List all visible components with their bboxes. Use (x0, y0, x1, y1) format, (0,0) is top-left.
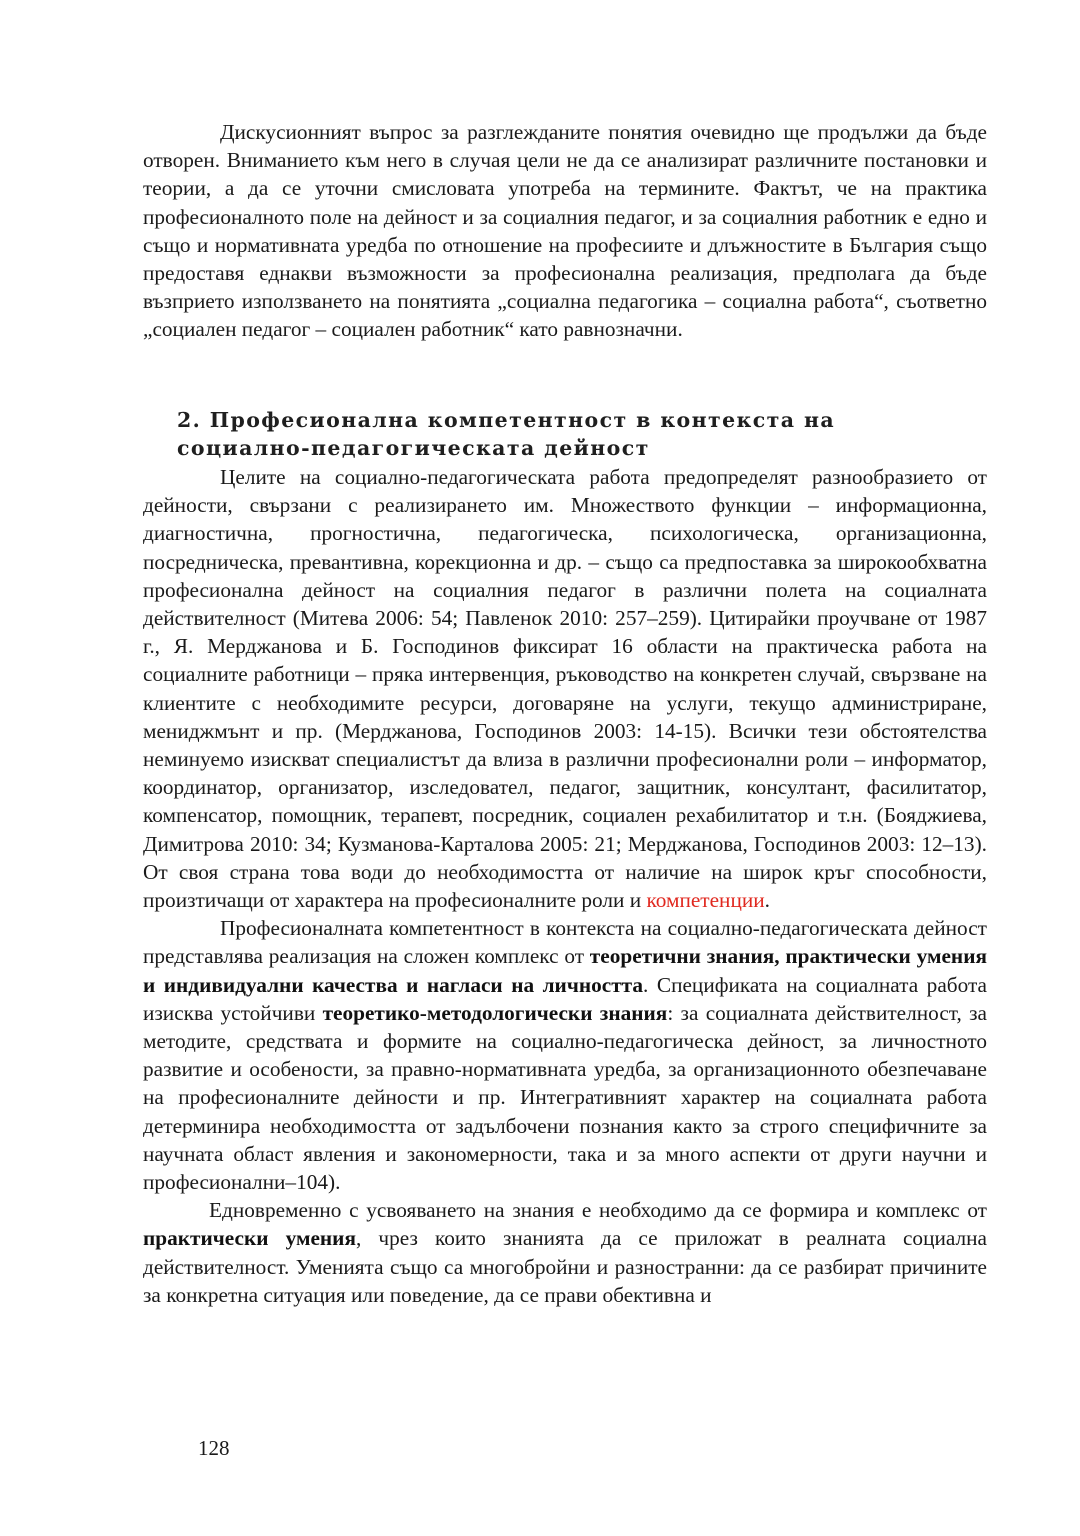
page-number: 128 (198, 1436, 230, 1460)
bold-theoretical-knowledge: теоретични знания, практически умения и индивидуални качества и нагласи на личността (143, 944, 987, 997)
paragraph-discussion: Дискусионният въпрос за разглежданите понятия очевидно ще продължи да бъде отворен. Вниманието към него в случая цели не да се анализират различните постановки и теории, а да се уточни смисловата употреба на термините. Фактът, че на практика професионалното поле на дейност и за социалния педагог, и за социалния работник е едно и също и нормативната уредба по отношение на професиите и длъжностите в България също предоставя еднакви възможности за професионална реализация, предполага да бъде възприето използването на понятията „социална педагогика – социална работа“, съответно „социален педагог – социален работник“ като равнозначни. (143, 120, 987, 342)
highlighted-word-competencies: компетенции (646, 888, 765, 913)
text-block-intro (143, 118, 987, 344)
paragraph-skills-part-2: , чрез които знанията да се приложат в реалната социална действителност. Уменията също са многобройни и разностранни: да се разбират причините за конкретна ситуация или поведение, да се прави обективна и (143, 1226, 987, 1307)
paragraph-goals-end: . (764, 888, 770, 913)
text-block-section-2 (143, 463, 987, 1309)
bold-methodological-knowledge: теоретико-методологически знания (322, 1000, 668, 1025)
paragraph-competence (143, 914, 987, 1196)
paragraph-skills (143, 1196, 987, 1309)
bold-practical-skills: практически умения (143, 1226, 356, 1251)
paragraph-competence-part-3: : за социалната действителност, за методите, средствата и формите на социално-педагогическа дейност, за личностното развитие и особености, за правно-нормативната уредба, за организационното обезпечаване на професионалните дейности и пр. Интегративният характер на социалната работа детерминира необходимостта от задълбочени познания както за строго специфичните за научната област явления и закономерности, така и за много аспекти от други научни и професионални–104). (143, 1000, 987, 1195)
paragraph-skills-part-1: Едновременно с усвояването на знания е необходимо да се формира и комплекс от (209, 1198, 987, 1223)
section-heading (177, 406, 957, 462)
paragraph-goals-text: Целите на социално-педагогическата работа предопределят разнообразието от дейности, свързани с реализирането им. Множеството функции – информационна, диагностична, прогностична, педагогическа, психологическа, организационна, посредническа, превантивна, корекционна и др. – също са предпоставка за широкообхватна професионална дейност на социалния педагог в различни полета на социалната действителност (Митева 2006: 54; Павленок 2010: 257–259). Цитирайки проучване от 1987 г., Я. Мерджанова и Б. Господинов фиксират 16 области на практическа работа на социалните работници – пряка интервенция, ръководство на конкретен случай, свързване на клиентите с необходимите ресурси, договаряне на услуги, текущо администриране, мениджмънт и пр. (Мерджанова, Господинов 2003: 14-15). Всички тези обстоятелства неминуемо изискват специалистът да влиза в различни професионални роли – информатор, координатор, организатор, изследовател, педагог, защитник, консултант, фасилитатор, компенсатор, помощник, терапевт, посредник, социален рехабилитатор и т.н. (Бояджиева, Димитрова 2010: 34; Кузманова-Карталова 2005: 21; Мерджанова, Господинов 2003: 12–13). От своя страна това води до необходимостта от наличие на широк кръг способности, произтичащи от характера на професионалните роли и (143, 465, 987, 913)
paragraph-competence-part-2: . Спецификата на социалната работа изисква устойчиви (143, 972, 987, 1025)
section-heading-line-2: социално-педагогическата дейност (177, 436, 650, 460)
paragraph-goals (143, 463, 987, 914)
paragraph-competence-part-1: Професионалната компетентност в контекста на социално-педагогическата дейност представлява реализация на сложен комплекс от (143, 916, 987, 969)
section-heading-line-1: 2. Професионална компетентност в контекста на (177, 408, 836, 432)
